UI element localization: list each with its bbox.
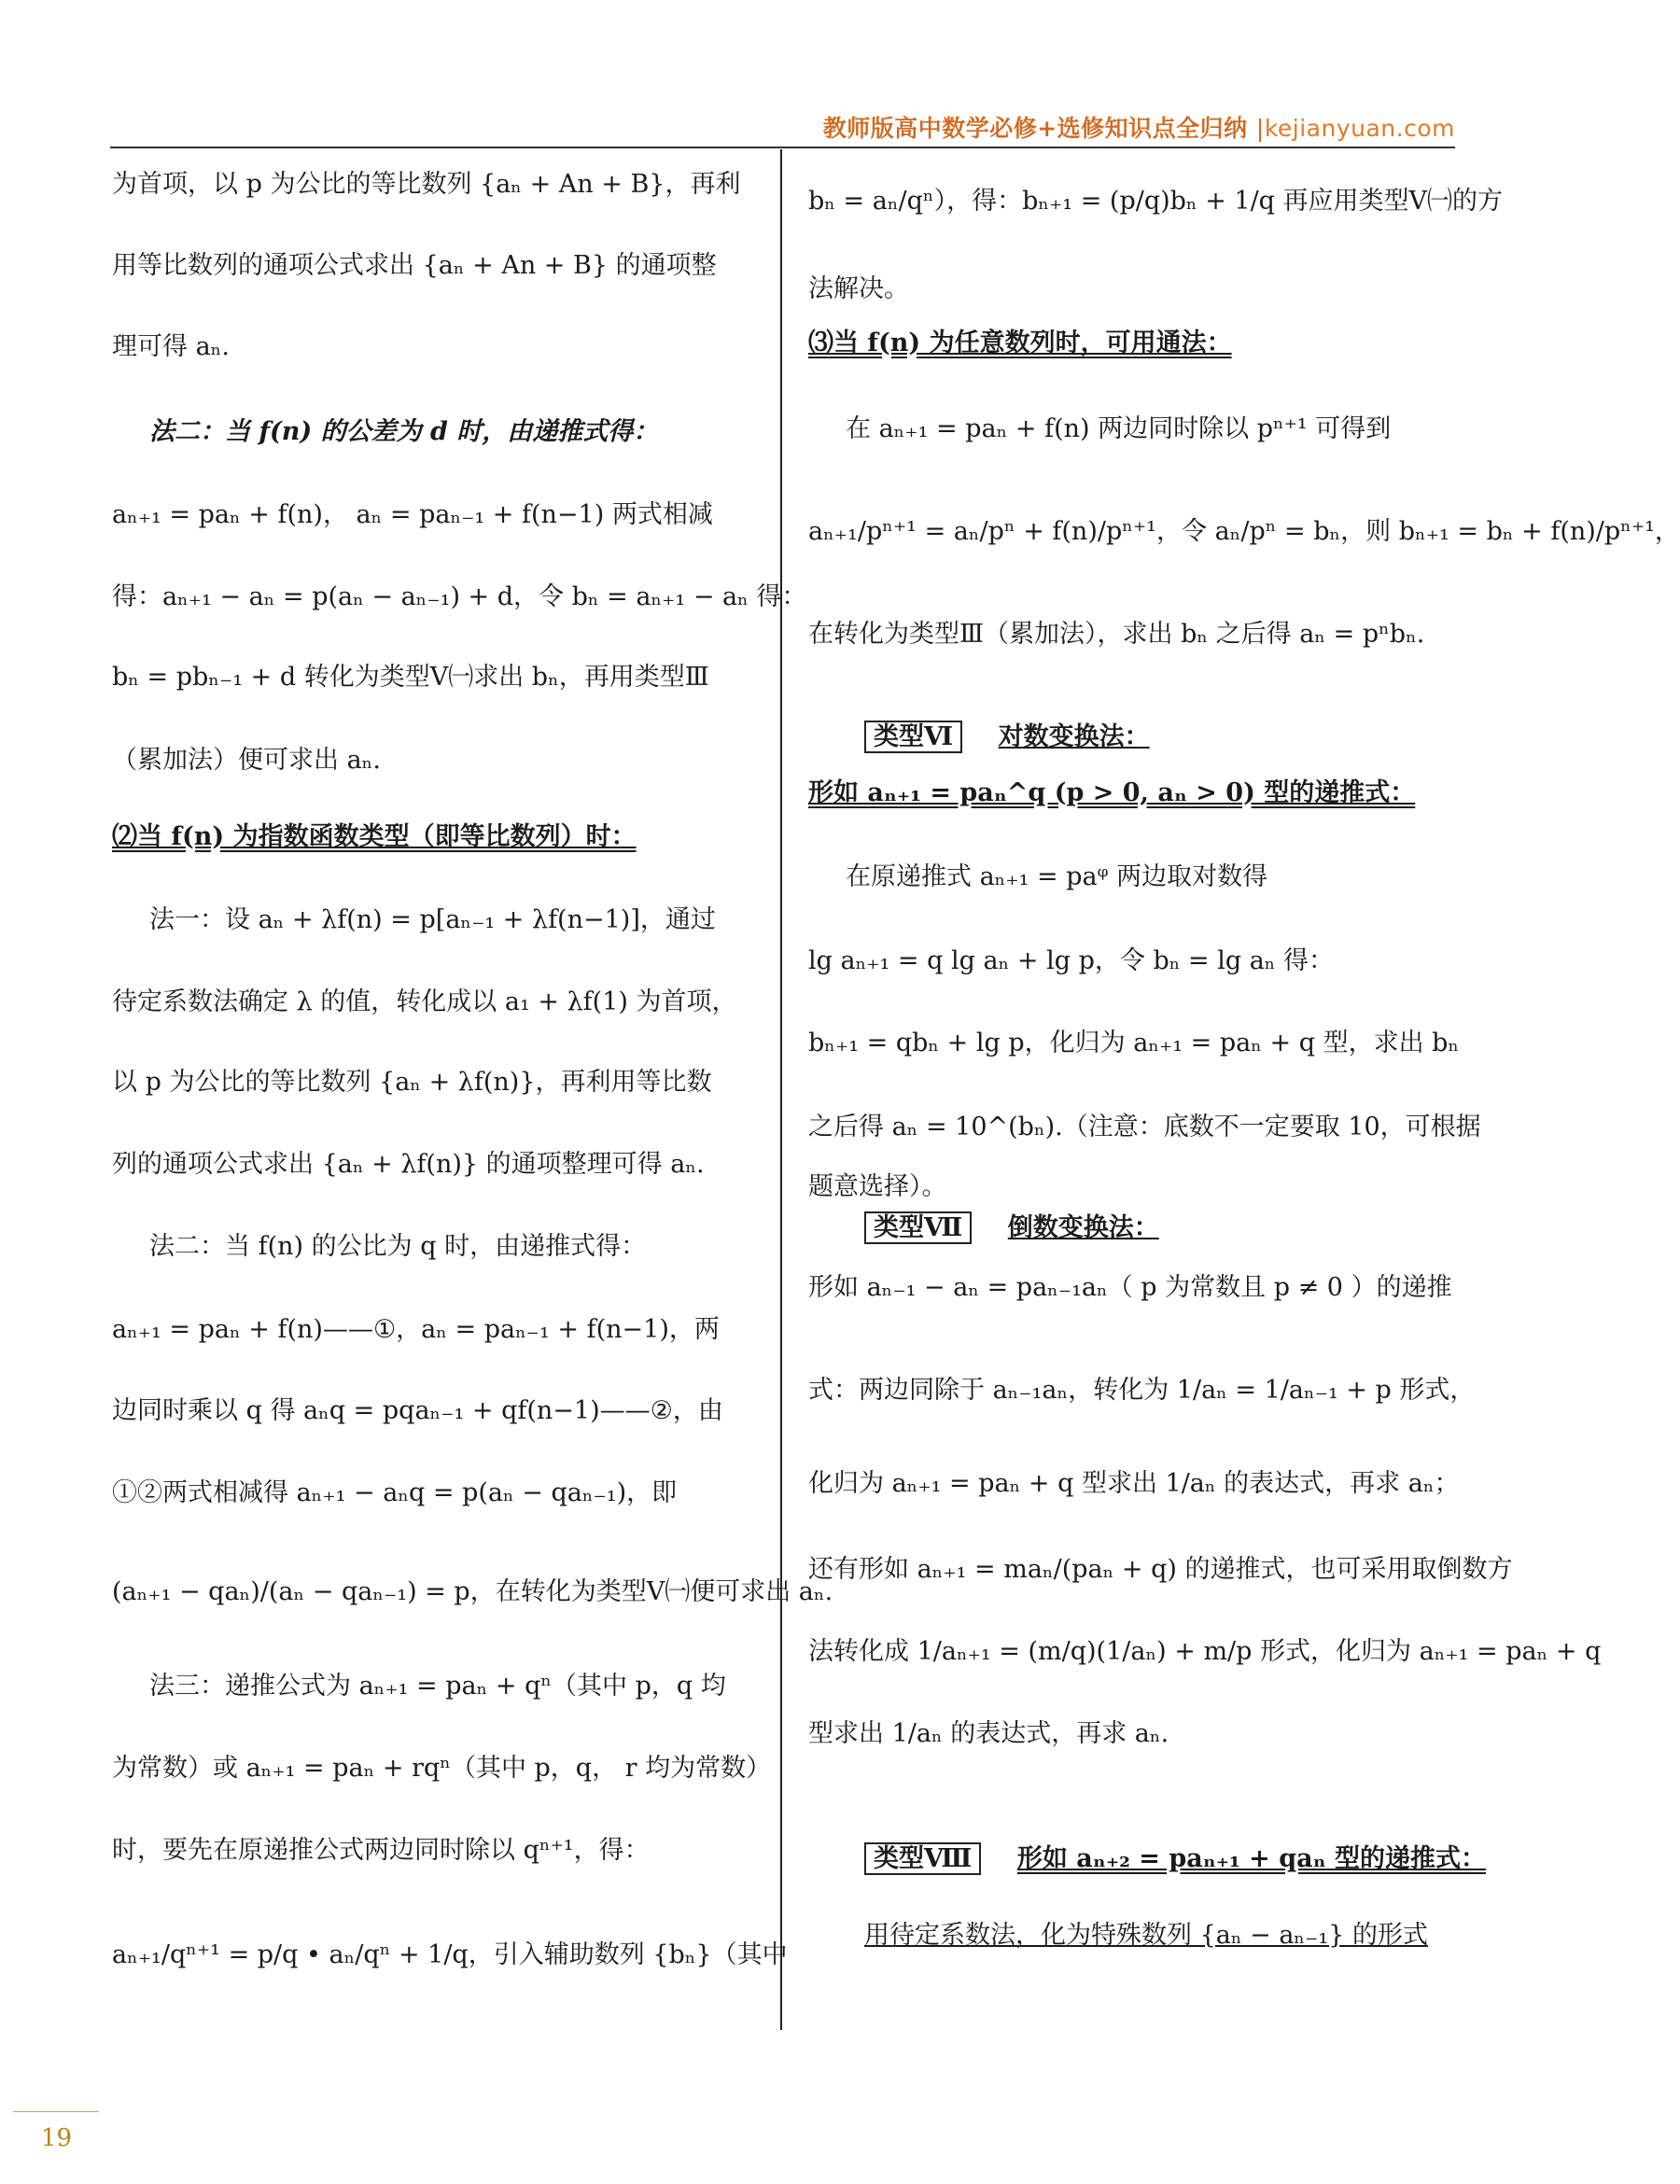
left-line-20: 为常数）或 aₙ₊₁ = paₙ + rqⁿ（其中 p，q， r 均为常数） — [112, 1754, 772, 1783]
type-8-heading — [864, 1841, 1486, 1878]
right-line-22: 型求出 1/aₙ 的表达式，再求 aₙ. — [808, 1719, 1169, 1748]
right-line-2: 法解决。 — [808, 274, 909, 303]
page-number: 19 — [41, 2124, 73, 2152]
footer-rule — [13, 2111, 99, 2112]
right-line-5: aₙ₊₁/pⁿ⁺¹ = aₙ/pⁿ + f(n)/pⁿ⁺¹，令 aₙ/pⁿ = bₙ，则 bₙ₊₁ = bₙ + f(n)/pⁿ⁺¹， — [808, 517, 1680, 546]
left-line-2: 用等比数列的通项公式求出 {aₙ + An + B} 的通项整 — [112, 251, 717, 280]
right-line-10: 在原递推式 aₙ₊₁ = paᵠ 两边取对数得 — [846, 862, 1268, 891]
right-line-1: bₙ = aₙ/qⁿ），得：bₙ₊₁ = (p/q)bₙ + 1/q 再应用类型Ⅴ㈠的方 — [808, 187, 1504, 216]
right-line-11: lg aₙ₊₁ = q lg aₙ + lg p，令 bₙ = lg aₙ 得： — [808, 946, 1335, 975]
left-line-12: 以 p 为公比的等比数列 {aₙ + λf(n)}，再利用等比数 — [112, 1068, 712, 1097]
right-line-17: 形如 aₙ₋₁ − aₙ = paₙ₋₁aₙ（ p 为常数且 p ≠ 0 ）的递推 — [808, 1273, 1452, 1302]
right-line-4: 在 aₙ₊₁ = paₙ + f(n) 两边同时除以 pⁿ⁺¹ 可得到 — [846, 414, 1392, 443]
header-separator: | — [1255, 115, 1265, 142]
page-header — [823, 110, 1455, 144]
left-line-13: 列的通项公式求出 {aₙ + λf(n)} 的通项整理可得 aₙ. — [112, 1150, 705, 1179]
type-6-badge: 类型Ⅵ — [864, 721, 962, 753]
right-heading-general: ⑶当 f(n) 为任意数列时，可用通法： — [808, 329, 1232, 357]
type-6-heading — [864, 719, 1150, 756]
left-line-15: aₙ₊₁ = paₙ + f(n)——①，aₙ = paₙ₋₁ + f(n−1)，两 — [112, 1315, 720, 1344]
right-line-12: bₙ₊₁ = qbₙ + lg p，化归为 aₙ₊₁ = paₙ + q 型，求出 bₙ — [808, 1029, 1460, 1057]
type-6-form: 形如 aₙ₊₁ = paₙ^q (p > 0, aₙ > 0) 型的递推式： — [808, 778, 1416, 807]
header-title: 教师版高中数学必修+选修知识点全归纳 — [822, 115, 1248, 142]
left-line-3: 理可得 aₙ. — [112, 332, 230, 361]
header-site: kejianyuan.com — [1264, 115, 1455, 142]
right-line-25: 用待定系数法，化为特殊数列 {aₙ − aₙ₋₁} 的形式 — [864, 1921, 1428, 1950]
left-line-18: (aₙ₊₁ − qaₙ)/(aₙ − qaₙ₋₁) = p，在转化为类型Ⅴ㈠便可求出 aₙ. — [112, 1577, 833, 1606]
header-rule — [110, 147, 1455, 148]
left-line-6: 得：aₙ₊₁ − aₙ = p(aₙ − aₙ₋₁) + d，令 bₙ = aₙ₊₁ − aₙ 得： — [112, 582, 807, 611]
left-line-22: aₙ₊₁/qⁿ⁺¹ = p/q • aₙ/qⁿ + 1/q，引入辅助数列 {bₙ}（其中 — [112, 1940, 788, 1969]
right-line-13: 之后得 aₙ = 10^(bₙ).（注意：底数不一定要取 10，可根据 — [808, 1113, 1481, 1141]
left-line-19: 法三：递推公式为 aₙ₊₁ = paₙ + qⁿ（其中 p，q 均 — [149, 1672, 726, 1701]
column-divider — [780, 149, 782, 2030]
right-line-20: 还有形如 aₙ₊₁ = maₙ/(paₙ + q) 的递推式，也可采用取倒数方 — [808, 1555, 1513, 1584]
left-line-1: 为首项，以 p 为公比的等比数列 {aₙ + An + B}，再利 — [112, 170, 741, 199]
type-8-title: 形如 aₙ₊₂ = paₙ₊₁ + qaₙ 型的递推式： — [1016, 1844, 1486, 1873]
left-heading-exponential: ⑵当 f(n) 为指数函数类型（即等比数列）时： — [112, 822, 637, 851]
right-line-19: 化归为 aₙ₊₁ = paₙ + q 型求出 1/aₙ 的表达式，再求 aₙ； — [808, 1469, 1460, 1498]
left-line-11: 待定系数法确定 λ 的值，转化成以 a₁ + λf(1) 为首项， — [112, 987, 737, 1016]
left-line-17: ①②两式相减得 aₙ₊₁ − aₙq = p(aₙ − qaₙ₋₁)，即 — [112, 1478, 678, 1507]
left-line-5: aₙ₊₁ = paₙ + f(n)， aₙ = paₙ₋₁ + f(n−1) 两式相减 — [112, 500, 713, 529]
right-line-18: 式：两边同除于 aₙ₋₁aₙ，转化为 1/aₙ = 1/aₙ₋₁ + p 形式， — [808, 1376, 1476, 1405]
type-6-title: 对数变换法： — [998, 722, 1150, 751]
type-7-heading — [864, 1210, 1159, 1247]
type-7-title: 倒数变换法： — [1007, 1213, 1159, 1242]
right-line-6: 在转化为类型Ⅲ（累加法），求出 bₙ 之后得 aₙ = pⁿbₙ. — [808, 620, 1425, 649]
type-8-badge: 类型Ⅷ — [864, 1842, 981, 1875]
left-line-8: （累加法）便可求出 aₙ. — [112, 746, 381, 775]
left-line-7: bₙ = pbₙ₋₁ + d 转化为类型Ⅴ㈠求出 bₙ，再用类型Ⅲ — [112, 663, 709, 692]
left-line-14: 法二：当 f(n) 的公比为 q 时，由递推式得： — [149, 1232, 647, 1261]
left-line-21: 时，要先在原递推公式两边同时除以 qⁿ⁺¹，得： — [112, 1836, 650, 1865]
left-line-10: 法一：设 aₙ + λf(n) = p[aₙ₋₁ + λf(n−1)]，通过 — [149, 905, 716, 934]
left-line-4: 法二：当 f(n) 的公差为 d 时，由递推式得： — [149, 417, 659, 446]
right-line-14: 题意选择）。 — [808, 1172, 947, 1201]
left-line-16: 边同时乘以 q 得 aₙq = pqaₙ₋₁ + qf(n−1)——②，由 — [112, 1396, 723, 1425]
right-line-21: 法转化成 1/aₙ₊₁ = (m/q)(1/aₙ) + m/p 形式，化归为 aₙ₊₁ = paₙ + q — [808, 1637, 1602, 1666]
type-7-badge: 类型Ⅶ — [864, 1211, 972, 1244]
